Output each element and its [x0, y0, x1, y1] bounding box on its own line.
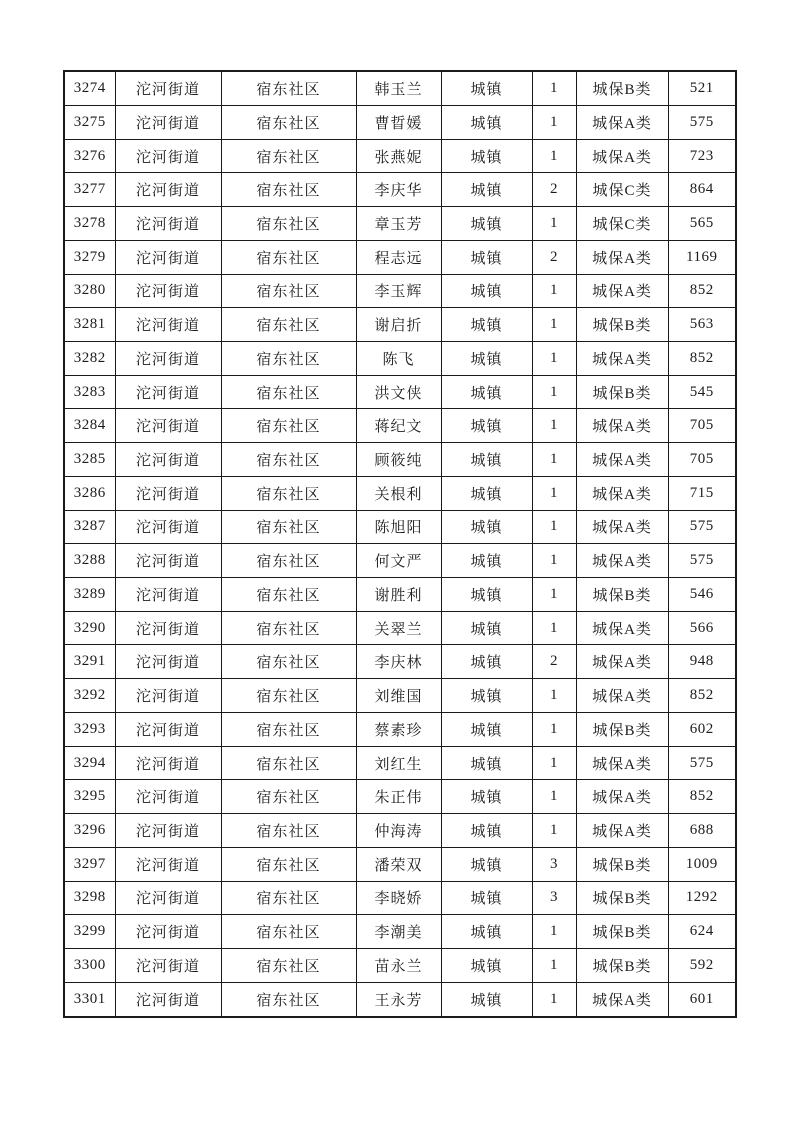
cell-person_name: 陈旭阳	[356, 510, 441, 544]
cell-community: 宿东社区	[221, 375, 356, 409]
cell-amount: 565	[668, 207, 736, 241]
cell-residence_type: 城镇	[441, 814, 532, 848]
table-row	[64, 645, 736, 679]
cell-amount: 563	[668, 308, 736, 342]
cell-residence_type: 城镇	[441, 308, 532, 342]
cell-street: 沱河街道	[115, 780, 221, 814]
cell-person_count: 2	[532, 645, 576, 679]
cell-person_count: 3	[532, 847, 576, 881]
cell-street: 沱河街道	[115, 712, 221, 746]
cell-serial_number: 3293	[64, 712, 115, 746]
cell-street: 沱河街道	[115, 544, 221, 578]
cell-serial_number: 3297	[64, 847, 115, 881]
table-row	[64, 948, 736, 982]
cell-community: 宿东社区	[221, 679, 356, 713]
cell-residence_type: 城镇	[441, 173, 532, 207]
cell-amount: 705	[668, 443, 736, 477]
cell-community: 宿东社区	[221, 814, 356, 848]
cell-community: 宿东社区	[221, 746, 356, 780]
cell-serial_number: 3287	[64, 510, 115, 544]
cell-serial_number: 3283	[64, 375, 115, 409]
cell-person_count: 1	[532, 375, 576, 409]
cell-residence_type: 城镇	[441, 645, 532, 679]
cell-person_name: 洪文侠	[356, 375, 441, 409]
cell-residence_type: 城镇	[441, 240, 532, 274]
cell-subsidy_category: 城保B类	[576, 948, 668, 982]
cell-street: 沱河街道	[115, 71, 221, 105]
cell-person_count: 1	[532, 915, 576, 949]
cell-subsidy_category: 城保A类	[576, 746, 668, 780]
table-row	[64, 240, 736, 274]
cell-subsidy_category: 城保A类	[576, 139, 668, 173]
cell-community: 宿东社区	[221, 274, 356, 308]
cell-amount: 575	[668, 746, 736, 780]
cell-residence_type: 城镇	[441, 948, 532, 982]
cell-person_name: 蔡素珍	[356, 712, 441, 746]
cell-residence_type: 城镇	[441, 139, 532, 173]
table-row	[64, 847, 736, 881]
cell-street: 沱河街道	[115, 982, 221, 1017]
cell-amount: 566	[668, 611, 736, 645]
cell-street: 沱河街道	[115, 207, 221, 241]
cell-subsidy_category: 城保B类	[576, 375, 668, 409]
cell-residence_type: 城镇	[441, 207, 532, 241]
cell-community: 宿东社区	[221, 510, 356, 544]
cell-street: 沱河街道	[115, 240, 221, 274]
cell-community: 宿东社区	[221, 443, 356, 477]
cell-person_count: 1	[532, 679, 576, 713]
cell-street: 沱河街道	[115, 881, 221, 915]
cell-subsidy_category: 城保A类	[576, 510, 668, 544]
cell-serial_number: 3290	[64, 611, 115, 645]
cell-residence_type: 城镇	[441, 611, 532, 645]
cell-serial_number: 3289	[64, 578, 115, 612]
table-row	[64, 105, 736, 139]
table-body	[64, 71, 736, 1017]
cell-amount: 575	[668, 105, 736, 139]
cell-community: 宿东社区	[221, 476, 356, 510]
cell-residence_type: 城镇	[441, 375, 532, 409]
cell-person_name: 李庆林	[356, 645, 441, 679]
cell-subsidy_category: 城保B类	[576, 578, 668, 612]
cell-amount: 592	[668, 948, 736, 982]
cell-person_name: 潘荣双	[356, 847, 441, 881]
cell-street: 沱河街道	[115, 746, 221, 780]
cell-subsidy_category: 城保A类	[576, 409, 668, 443]
cell-person_count: 1	[532, 746, 576, 780]
cell-community: 宿东社区	[221, 578, 356, 612]
cell-serial_number: 3292	[64, 679, 115, 713]
table-row	[64, 476, 736, 510]
cell-amount: 575	[668, 510, 736, 544]
cell-person_name: 顾筱纯	[356, 443, 441, 477]
cell-person_count: 1	[532, 342, 576, 376]
cell-residence_type: 城镇	[441, 71, 532, 105]
cell-street: 沱河街道	[115, 578, 221, 612]
cell-residence_type: 城镇	[441, 443, 532, 477]
table-row	[64, 342, 736, 376]
cell-person_count: 1	[532, 982, 576, 1017]
cell-subsidy_category: 城保A类	[576, 679, 668, 713]
cell-amount: 864	[668, 173, 736, 207]
cell-subsidy_category: 城保A类	[576, 645, 668, 679]
cell-serial_number: 3295	[64, 780, 115, 814]
cell-person_name: 谢启折	[356, 308, 441, 342]
table-row	[64, 139, 736, 173]
cell-residence_type: 城镇	[441, 476, 532, 510]
table-row	[64, 308, 736, 342]
table-row	[64, 814, 736, 848]
cell-serial_number: 3277	[64, 173, 115, 207]
cell-person_name: 蒋纪文	[356, 409, 441, 443]
cell-person_name: 苗永兰	[356, 948, 441, 982]
cell-amount: 545	[668, 375, 736, 409]
cell-serial_number: 3286	[64, 476, 115, 510]
cell-community: 宿东社区	[221, 308, 356, 342]
cell-residence_type: 城镇	[441, 915, 532, 949]
cell-person_count: 1	[532, 611, 576, 645]
cell-community: 宿东社区	[221, 173, 356, 207]
cell-serial_number: 3276	[64, 139, 115, 173]
table-row	[64, 982, 736, 1017]
cell-serial_number: 3274	[64, 71, 115, 105]
cell-street: 沱河街道	[115, 679, 221, 713]
cell-serial_number: 3294	[64, 746, 115, 780]
table-row	[64, 409, 736, 443]
cell-person_name: 李玉辉	[356, 274, 441, 308]
cell-residence_type: 城镇	[441, 712, 532, 746]
cell-subsidy_category: 城保C类	[576, 173, 668, 207]
cell-person_name: 张燕妮	[356, 139, 441, 173]
cell-serial_number: 3299	[64, 915, 115, 949]
cell-person_name: 章玉芳	[356, 207, 441, 241]
cell-amount: 1292	[668, 881, 736, 915]
cell-residence_type: 城镇	[441, 105, 532, 139]
cell-serial_number: 3275	[64, 105, 115, 139]
cell-person_name: 程志远	[356, 240, 441, 274]
cell-person_count: 1	[532, 105, 576, 139]
cell-person_count: 2	[532, 240, 576, 274]
cell-person_name: 朱正伟	[356, 780, 441, 814]
cell-residence_type: 城镇	[441, 982, 532, 1017]
cell-residence_type: 城镇	[441, 578, 532, 612]
cell-serial_number: 3285	[64, 443, 115, 477]
cell-person_name: 李晓娇	[356, 881, 441, 915]
cell-residence_type: 城镇	[441, 746, 532, 780]
cell-street: 沱河街道	[115, 139, 221, 173]
cell-person_count: 1	[532, 409, 576, 443]
cell-amount: 601	[668, 982, 736, 1017]
cell-person_name: 刘维国	[356, 679, 441, 713]
cell-person_name: 陈飞	[356, 342, 441, 376]
cell-community: 宿东社区	[221, 207, 356, 241]
table-row	[64, 544, 736, 578]
cell-serial_number: 3279	[64, 240, 115, 274]
table-row	[64, 443, 736, 477]
cell-community: 宿东社区	[221, 915, 356, 949]
table-row	[64, 578, 736, 612]
cell-street: 沱河街道	[115, 510, 221, 544]
cell-person_count: 1	[532, 948, 576, 982]
cell-person_count: 1	[532, 476, 576, 510]
cell-street: 沱河街道	[115, 443, 221, 477]
cell-person_count: 1	[532, 308, 576, 342]
cell-street: 沱河街道	[115, 814, 221, 848]
cell-person_name: 王永芳	[356, 982, 441, 1017]
cell-subsidy_category: 城保B类	[576, 308, 668, 342]
cell-person_name: 李潮美	[356, 915, 441, 949]
cell-community: 宿东社区	[221, 982, 356, 1017]
cell-person_name: 关根利	[356, 476, 441, 510]
cell-residence_type: 城镇	[441, 679, 532, 713]
cell-residence_type: 城镇	[441, 342, 532, 376]
table-row	[64, 679, 736, 713]
cell-person_count: 1	[532, 71, 576, 105]
cell-subsidy_category: 城保A类	[576, 780, 668, 814]
cell-subsidy_category: 城保A类	[576, 476, 668, 510]
cell-amount: 852	[668, 780, 736, 814]
cell-serial_number: 3282	[64, 342, 115, 376]
cell-community: 宿东社区	[221, 645, 356, 679]
table-row	[64, 915, 736, 949]
cell-subsidy_category: 城保B类	[576, 915, 668, 949]
cell-community: 宿东社区	[221, 544, 356, 578]
cell-street: 沱河街道	[115, 611, 221, 645]
cell-amount: 546	[668, 578, 736, 612]
table-row	[64, 274, 736, 308]
cell-residence_type: 城镇	[441, 847, 532, 881]
cell-subsidy_category: 城保A类	[576, 274, 668, 308]
cell-community: 宿东社区	[221, 409, 356, 443]
cell-subsidy_category: 城保A类	[576, 982, 668, 1017]
cell-amount: 715	[668, 476, 736, 510]
cell-street: 沱河街道	[115, 308, 221, 342]
cell-amount: 723	[668, 139, 736, 173]
cell-amount: 852	[668, 274, 736, 308]
cell-subsidy_category: 城保B类	[576, 847, 668, 881]
cell-serial_number: 3278	[64, 207, 115, 241]
cell-person_count: 1	[532, 274, 576, 308]
cell-person_count: 1	[532, 712, 576, 746]
cell-amount: 575	[668, 544, 736, 578]
cell-person_count: 1	[532, 544, 576, 578]
cell-community: 宿东社区	[221, 847, 356, 881]
cell-residence_type: 城镇	[441, 780, 532, 814]
cell-amount: 705	[668, 409, 736, 443]
cell-residence_type: 城镇	[441, 881, 532, 915]
cell-street: 沱河街道	[115, 847, 221, 881]
cell-person_name: 关翠兰	[356, 611, 441, 645]
cell-person_name: 谢胜利	[356, 578, 441, 612]
cell-street: 沱河街道	[115, 375, 221, 409]
cell-serial_number: 3284	[64, 409, 115, 443]
cell-subsidy_category: 城保A类	[576, 611, 668, 645]
cell-street: 沱河街道	[115, 645, 221, 679]
cell-subsidy_category: 城保A类	[576, 814, 668, 848]
cell-subsidy_category: 城保A类	[576, 342, 668, 376]
cell-amount: 852	[668, 342, 736, 376]
cell-subsidy_category: 城保C类	[576, 207, 668, 241]
cell-person_name: 仲海涛	[356, 814, 441, 848]
cell-street: 沱河街道	[115, 173, 221, 207]
cell-person_count: 1	[532, 814, 576, 848]
cell-subsidy_category: 城保B类	[576, 71, 668, 105]
table-row	[64, 173, 736, 207]
cell-street: 沱河街道	[115, 274, 221, 308]
cell-amount: 1009	[668, 847, 736, 881]
cell-person_name: 曹晢媛	[356, 105, 441, 139]
cell-community: 宿东社区	[221, 71, 356, 105]
table-row	[64, 611, 736, 645]
cell-amount: 1169	[668, 240, 736, 274]
cell-serial_number: 3296	[64, 814, 115, 848]
cell-amount: 602	[668, 712, 736, 746]
cell-person_count: 1	[532, 443, 576, 477]
cell-community: 宿东社区	[221, 139, 356, 173]
cell-amount: 688	[668, 814, 736, 848]
cell-community: 宿东社区	[221, 780, 356, 814]
cell-community: 宿东社区	[221, 712, 356, 746]
cell-person_count: 2	[532, 173, 576, 207]
cell-subsidy_category: 城保A类	[576, 105, 668, 139]
cell-person_count: 1	[532, 139, 576, 173]
cell-subsidy_category: 城保A类	[576, 443, 668, 477]
cell-serial_number: 3288	[64, 544, 115, 578]
cell-serial_number: 3300	[64, 948, 115, 982]
table-row	[64, 881, 736, 915]
table-row	[64, 207, 736, 241]
cell-subsidy_category: 城保B类	[576, 881, 668, 915]
cell-amount: 852	[668, 679, 736, 713]
cell-residence_type: 城镇	[441, 544, 532, 578]
cell-street: 沱河街道	[115, 476, 221, 510]
cell-community: 宿东社区	[221, 342, 356, 376]
cell-residence_type: 城镇	[441, 274, 532, 308]
cell-community: 宿东社区	[221, 105, 356, 139]
cell-amount: 948	[668, 645, 736, 679]
cell-subsidy_category: 城保B类	[576, 712, 668, 746]
cell-residence_type: 城镇	[441, 510, 532, 544]
cell-street: 沱河街道	[115, 409, 221, 443]
cell-person_name: 刘红生	[356, 746, 441, 780]
table-row	[64, 746, 736, 780]
table-row	[64, 375, 736, 409]
cell-street: 沱河街道	[115, 915, 221, 949]
cell-amount: 624	[668, 915, 736, 949]
cell-serial_number: 3301	[64, 982, 115, 1017]
cell-serial_number: 3291	[64, 645, 115, 679]
table-row	[64, 71, 736, 105]
cell-person_count: 1	[532, 578, 576, 612]
table-row	[64, 510, 736, 544]
resident-subsidy-table	[63, 70, 737, 1018]
cell-person_name: 韩玉兰	[356, 71, 441, 105]
cell-person_name: 李庆华	[356, 173, 441, 207]
cell-community: 宿东社区	[221, 240, 356, 274]
cell-street: 沱河街道	[115, 948, 221, 982]
cell-serial_number: 3298	[64, 881, 115, 915]
cell-person_count: 1	[532, 780, 576, 814]
cell-amount: 521	[668, 71, 736, 105]
cell-community: 宿东社区	[221, 948, 356, 982]
cell-serial_number: 3281	[64, 308, 115, 342]
cell-street: 沱河街道	[115, 342, 221, 376]
cell-person_count: 1	[532, 510, 576, 544]
table-row	[64, 712, 736, 746]
cell-person_count: 1	[532, 207, 576, 241]
cell-subsidy_category: 城保A类	[576, 240, 668, 274]
cell-subsidy_category: 城保A类	[576, 544, 668, 578]
cell-street: 沱河街道	[115, 105, 221, 139]
cell-community: 宿东社区	[221, 881, 356, 915]
cell-residence_type: 城镇	[441, 409, 532, 443]
cell-person_count: 3	[532, 881, 576, 915]
cell-serial_number: 3280	[64, 274, 115, 308]
cell-person_name: 何文严	[356, 544, 441, 578]
table-row	[64, 780, 736, 814]
cell-community: 宿东社区	[221, 611, 356, 645]
